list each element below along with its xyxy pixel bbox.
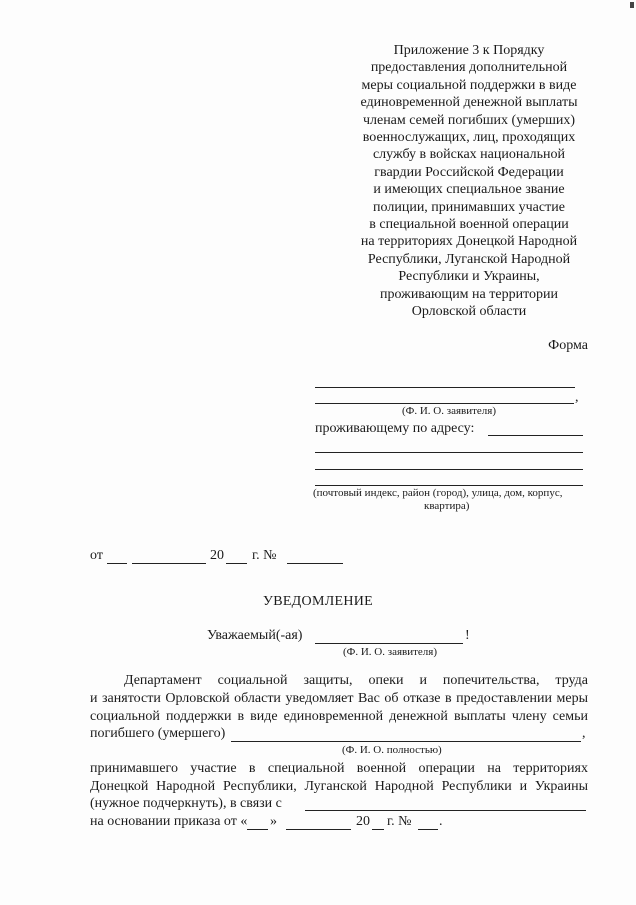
address-caption-2: квартира) (424, 500, 470, 512)
form-label: Форма (548, 338, 588, 353)
date-day-line[interactable] (107, 563, 127, 564)
body-line-4-end: , (582, 726, 586, 741)
appendix-line: единовременной денежной выплаты (360, 95, 578, 111)
document-title: УВЕДОМЛЕНИЕ (262, 594, 374, 609)
order-number-label: г. № (387, 814, 412, 829)
date-number-label: г. № (252, 548, 277, 563)
deceased-name-line[interactable] (231, 741, 581, 742)
address-line-1[interactable] (488, 435, 583, 436)
date-year-prefix: 20 (210, 548, 224, 563)
order-day-line[interactable] (247, 829, 268, 830)
appendix-line: проживающим на территории (380, 286, 558, 302)
appendix-line: меры социальной поддержки в виде (361, 77, 577, 93)
body-line-6: Донецкой Народной Республики, Луганской Народной Республики и Украины (90, 779, 588, 794)
greeting-text: Уважаемый(-ая) (207, 628, 303, 643)
address-line-2[interactable] (315, 452, 583, 453)
order-period: . (439, 814, 443, 829)
appendix-line: Приложение 3 к Порядку (393, 43, 545, 58)
appendix-line: в специальной военной операции (369, 217, 569, 233)
order-prefix: на основании приказа от « (90, 814, 248, 829)
greeting-caption: (Ф. И. О. заявителя) (343, 646, 438, 658)
reason-line[interactable] (305, 810, 586, 811)
appendix-line: и имеющих специальное звание (373, 182, 565, 198)
appendix-line: членам семей погибших (умерших) (362, 112, 576, 128)
greeting-exclaim: ! (465, 628, 470, 643)
body-line-3: социальной поддержки в виде единовременной денежной выплаты члену семьи (90, 709, 588, 724)
date-from: от (90, 548, 103, 563)
order-quote-close: » (270, 814, 277, 829)
fio-caption: (Ф. И. О. полностью) (342, 744, 442, 756)
appendix-line: на территориях Донецкой Народной (360, 234, 578, 250)
appendix-header (333, 42, 605, 321)
appendix-line: службу в войсках национальной (372, 147, 566, 163)
body-line-1: Департамент социальной защиты, опеки и попечительства, труда (124, 673, 588, 688)
greeting-name-line[interactable] (315, 643, 463, 644)
address-label: проживающему по адресу: (315, 421, 475, 436)
comma: , (575, 390, 579, 405)
appendix-line: военнослужащих, лиц, проходящих (362, 130, 576, 146)
appendix-line: Республики и Украины, (398, 269, 540, 285)
applicant-name-line-2[interactable] (315, 403, 574, 404)
order-year-line[interactable] (372, 829, 384, 830)
address-line-4[interactable] (315, 485, 583, 486)
date-month-line[interactable] (132, 563, 206, 564)
applicant-name-line-1[interactable] (315, 387, 575, 388)
scan-mark (630, 2, 634, 8)
address-line-3[interactable] (315, 469, 583, 470)
appendix-line: Орловской области (411, 304, 527, 320)
body-line-4: погибшего (умершего) (90, 726, 226, 741)
body-line-5: принимавшего участие в специальной военной операции на территориях (90, 761, 588, 776)
appendix-line: гвардии Российской Федерации (374, 164, 564, 180)
order-month-line[interactable] (286, 829, 351, 830)
body-line-7: (нужное подчеркнуть), в связи с (90, 796, 282, 811)
address-caption: (почтовый индекс, район (город), улица, дом, корпус, (313, 487, 563, 499)
order-number-line[interactable] (418, 829, 438, 830)
applicant-name-caption: (Ф. И. О. заявителя) (402, 405, 497, 417)
order-year-prefix: 20 (356, 814, 370, 829)
appendix-line: Республики, Луганской Народной (367, 251, 571, 267)
appendix-line: предоставления дополнительной (370, 60, 568, 76)
date-number-line[interactable] (287, 563, 343, 564)
body-line-2: и занятости Орловской области уведомляет Вас об отказе в предоставлении меры (90, 691, 588, 706)
appendix-line: полиции, принимавших участие (373, 199, 565, 215)
date-year-line[interactable] (226, 563, 247, 564)
